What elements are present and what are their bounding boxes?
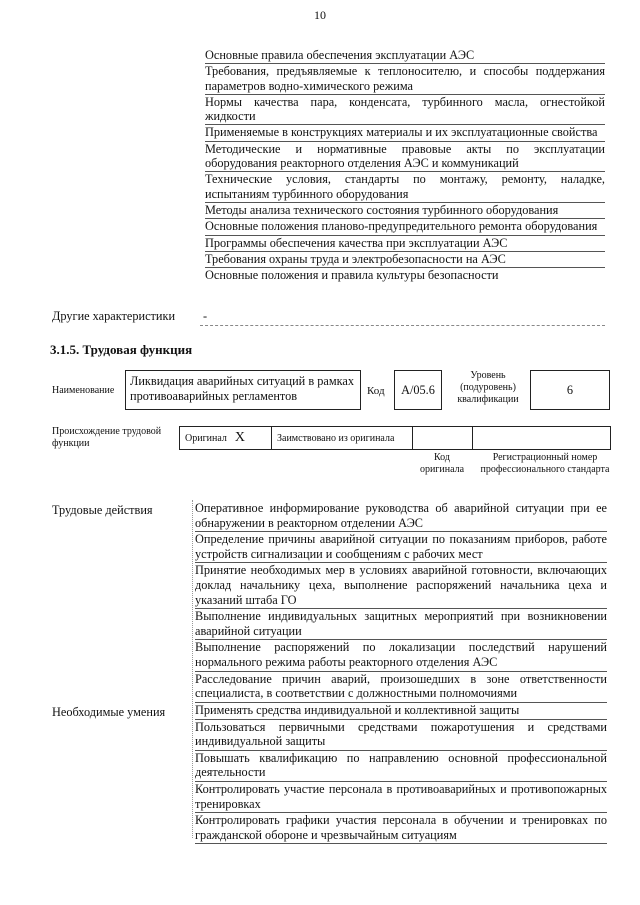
skills-label: Необходимые умения [52,705,166,719]
list-item: Нормы качества пара, конденсата, турбинного масла, огнестойкой жидкости [205,95,605,126]
borrowed-label: Заимствовано из оригинала [277,432,395,444]
column-divider [192,500,193,838]
labor-actions-label: Трудовые действия [52,503,153,517]
original-cell [180,427,272,449]
list-item: Применяемые в конструкциях материалы и их эксплуатационные свойства [205,125,605,141]
labor-actions-list [195,501,607,703]
page-number: 10 [314,8,326,22]
list-item: Определение причины аварийной ситуации по показаниям приборов, работе устройств сигнализации и сообщениям с рабочих мест [195,532,607,563]
list-item: Повышать квалификацию по направлению основной профессиональной деятельности [195,751,607,782]
list-item: Пользоваться первичными средствами пожаротушения и средствами индивидуальной защиты [195,720,607,751]
reg-number-cell [473,427,610,449]
original-mark: X [234,430,246,445]
reg-number-caption: Регистрационный номер профессионального стандарта [480,452,610,475]
list-item: Программы обеспечения качества при эксплуатации АЭС [205,236,605,252]
list-item: Принятие необходимых мер в условиях аварийной готовности, включающих доклад начальнику цеха, выполнение распоряжений начальника цеха и указаний штаба ГО [195,563,607,609]
code-original-cell [413,427,473,449]
list-item: Требования, предъявляемые к теплоносителю, и способы поддержания параметров водно-химического режима [205,64,605,95]
function-name-box: Ликвидация аварийных ситуаций в рамках противоаварийных регламентов [125,370,361,410]
section-title: 3.1.5. Трудовая функция [50,342,193,357]
list-item: Контролировать графики участия персонала в обучении и тренировках по гражданской обороне и чрезвычайным ситуациям [195,813,607,844]
list-item: Оперативное информирование руководства об аварийной ситуации при ее обнаружении в реакторном отделении АЭС [195,501,607,532]
list-item: Контролировать участие персонала в противоаварийных и противопожарных тренировках [195,782,607,813]
other-characteristics-label: Другие характеристики [52,309,176,323]
list-item: Основные положения и правила культуры безопасности [205,268,499,283]
origin-table [179,426,611,450]
list-item: Выполнение индивидуальных защитных мероприятий при возникновении аварийной ситуации [195,609,607,640]
list-item: Основные правила обеспечения эксплуатации АЭС [205,48,605,64]
original-label: Оригинал [185,432,227,444]
list-item: Применять средства индивидуальной и коллективной защиты [195,703,607,720]
list-item: Технические условия, стандарты по монтажу, ремонту, наладке, испытаниям турбинного оборудования [205,172,605,203]
knowledge-list [205,48,605,283]
list-item: Основные положения планово-предупредительного ремонта оборудования [205,219,605,235]
origin-label: Происхождение трудовой функции [52,426,162,449]
code-label: Код [367,385,385,397]
name-label: Наименование [52,385,115,396]
function-code-box: A/05.6 [394,370,442,410]
level-label: Уровень (подуровень) квалификации [457,370,519,405]
list-item: Требования охраны труда и электробезопасности на АЭС [205,252,605,268]
borrowed-cell [272,427,413,449]
list-item: Методические и нормативные правовые акты по эксплуатации оборудования реакторного отделения АЭС и коммуникаций [205,142,605,173]
divider [200,325,605,326]
list-item: Методы анализа технического состояния турбинного оборудования [205,203,605,219]
skills-list [195,703,607,844]
code-original-caption: Код оригинала [419,452,465,475]
list-item: Выполнение распоряжений по локализации последствий нарушений нормального режима работы реакторного отделения АЭС [195,640,607,671]
other-characteristics-value: - [203,309,208,323]
level-box: 6 [530,370,610,410]
list-item: Расследование причин аварий, произошедших в зоне ответственности специалиста, в соответствии с должностными полномочиями [195,672,607,703]
